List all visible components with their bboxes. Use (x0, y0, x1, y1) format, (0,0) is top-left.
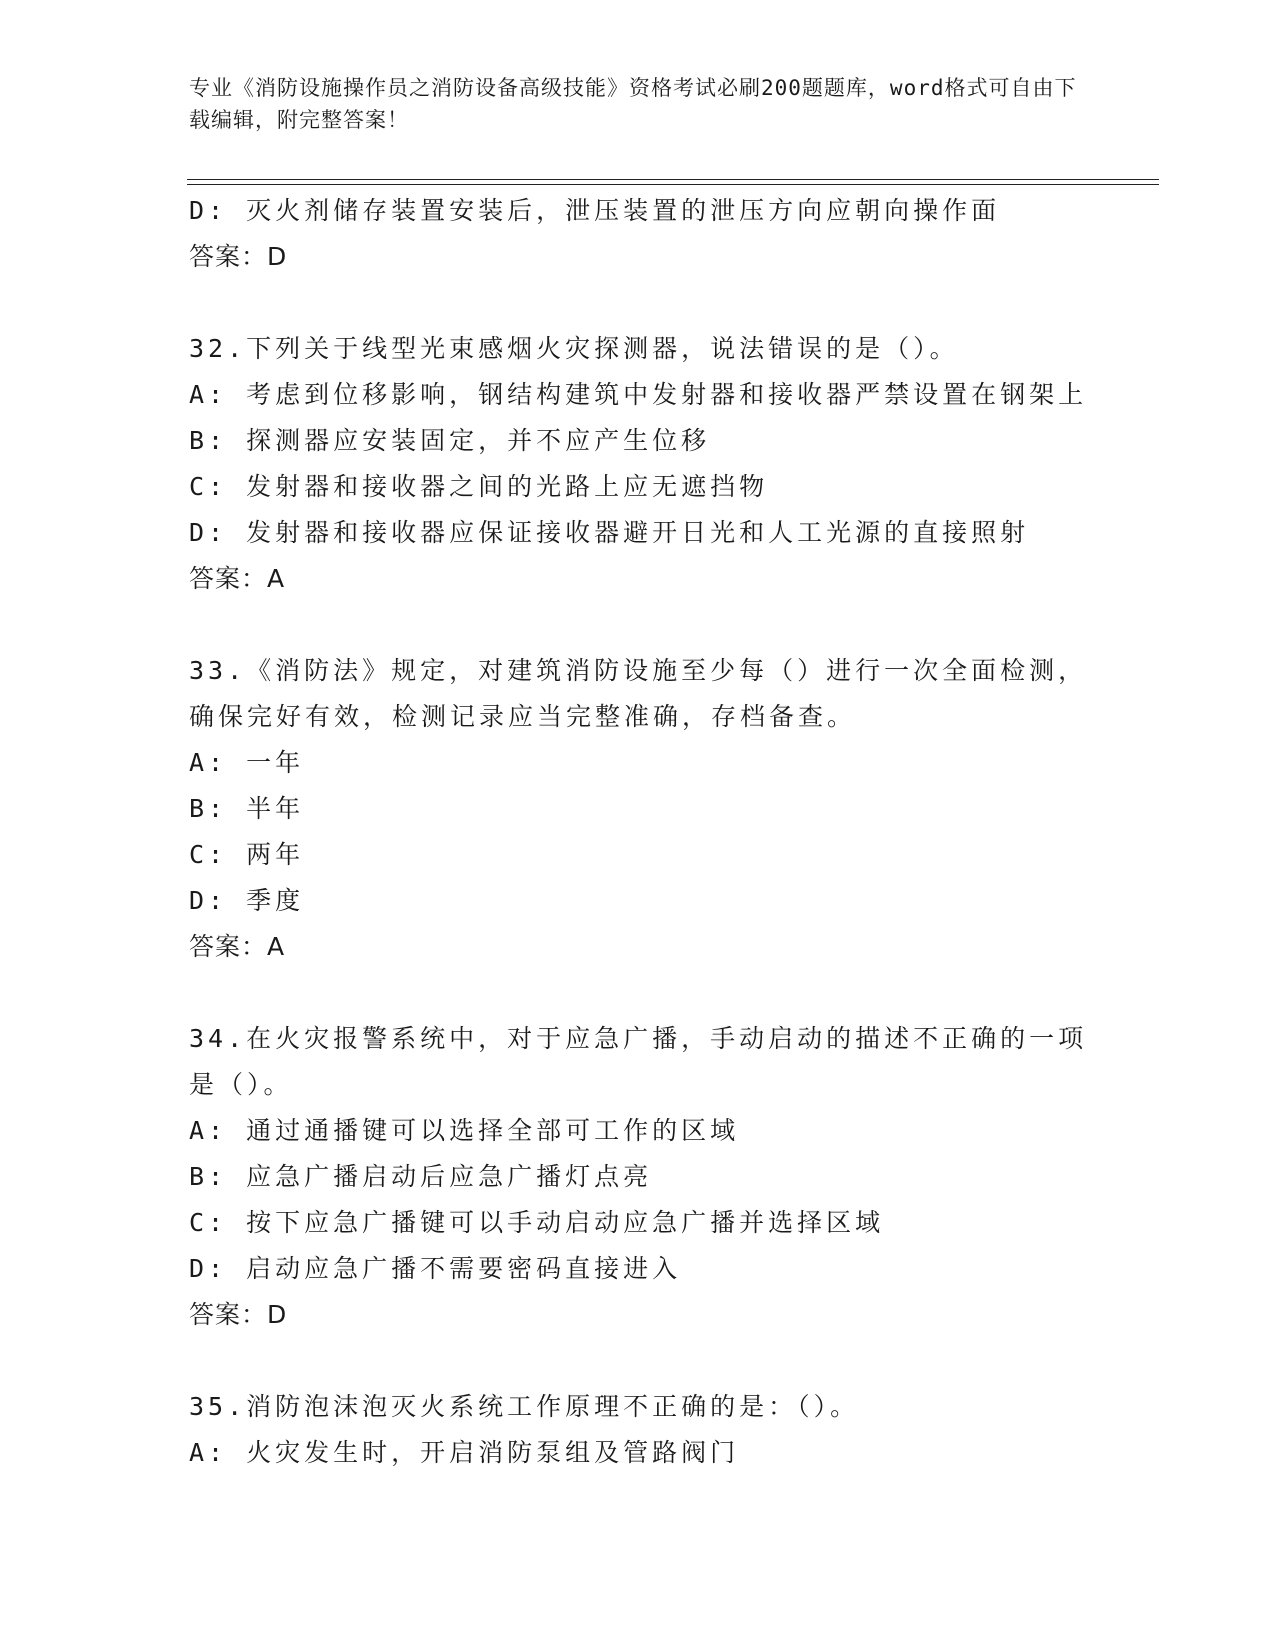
question-stem: 35.消防泡沫泡灭火系统工作原理不正确的是：（）。 (189, 1392, 860, 1421)
answer: 答案：D (189, 1300, 288, 1329)
question-stem: 32.下列关于线型光束感烟火灾探测器，说法错误的是（）。 (189, 334, 959, 363)
option-d: D: 季度 (189, 886, 305, 915)
option-d-carryover: D: 灭火剂储存装置安装后，泄压装置的泄压方向应朝向操作面 (189, 196, 1001, 225)
document-header-intro: 专业《消防设施操作员之消防设备高级技能》资格考试必刷200题题库，word格式可自由下载编辑，附完整答案！ (189, 76, 1077, 132)
option-c: C: 两年 (189, 840, 305, 869)
question-33 (189, 648, 1089, 970)
option-a: A: 通过通播键可以选择全部可工作的区域 (189, 1116, 740, 1145)
question-stem: 34.在火灾报警系统中，对于应急广播，手动启动的描述不正确的一项 (189, 1024, 1088, 1053)
option-c: C: 按下应急广播键可以手动启动应急广播并选择区域 (189, 1208, 885, 1237)
option-a: A: 火灾发生时，开启消防泵组及管路阀门 (189, 1438, 740, 1467)
question-35 (189, 1384, 1089, 1476)
question-stem-continued: 是（）。 (189, 1070, 293, 1099)
option-a: A: 考虑到位移影响，钢结构建筑中发射器和接收器严禁设置在钢架上 (189, 380, 1088, 409)
option-b: B: 应急广播启动后应急广播灯点亮 (189, 1162, 653, 1191)
option-d: D: 启动应急广播不需要密码直接进入 (189, 1254, 682, 1283)
option-b: B: 探测器应安装固定，并不应产生位移 (189, 426, 711, 455)
option-c: C: 发射器和接收器之间的光路上应无遮挡物 (189, 472, 769, 501)
answer-carryover: 答案：D (189, 242, 288, 271)
answer: 答案：A (189, 564, 286, 593)
question-stem: 33.《消防法》规定，对建筑消防设施至少每（）进行一次全面检测， (189, 656, 1088, 685)
question-34 (189, 1016, 1089, 1338)
question-32 (189, 326, 1089, 602)
option-b: B: 半年 (189, 794, 305, 823)
answer: 答案：A (189, 932, 286, 961)
header-double-rule (187, 179, 1159, 185)
option-d: D: 发射器和接收器应保证接收器避开日光和人工光源的直接照射 (189, 518, 1030, 547)
question-stem-continued: 确保完好有效，检测记录应当完整准确，存档备查。 (189, 702, 857, 731)
option-a: A: 一年 (189, 748, 305, 777)
question-list (189, 188, 1089, 1476)
